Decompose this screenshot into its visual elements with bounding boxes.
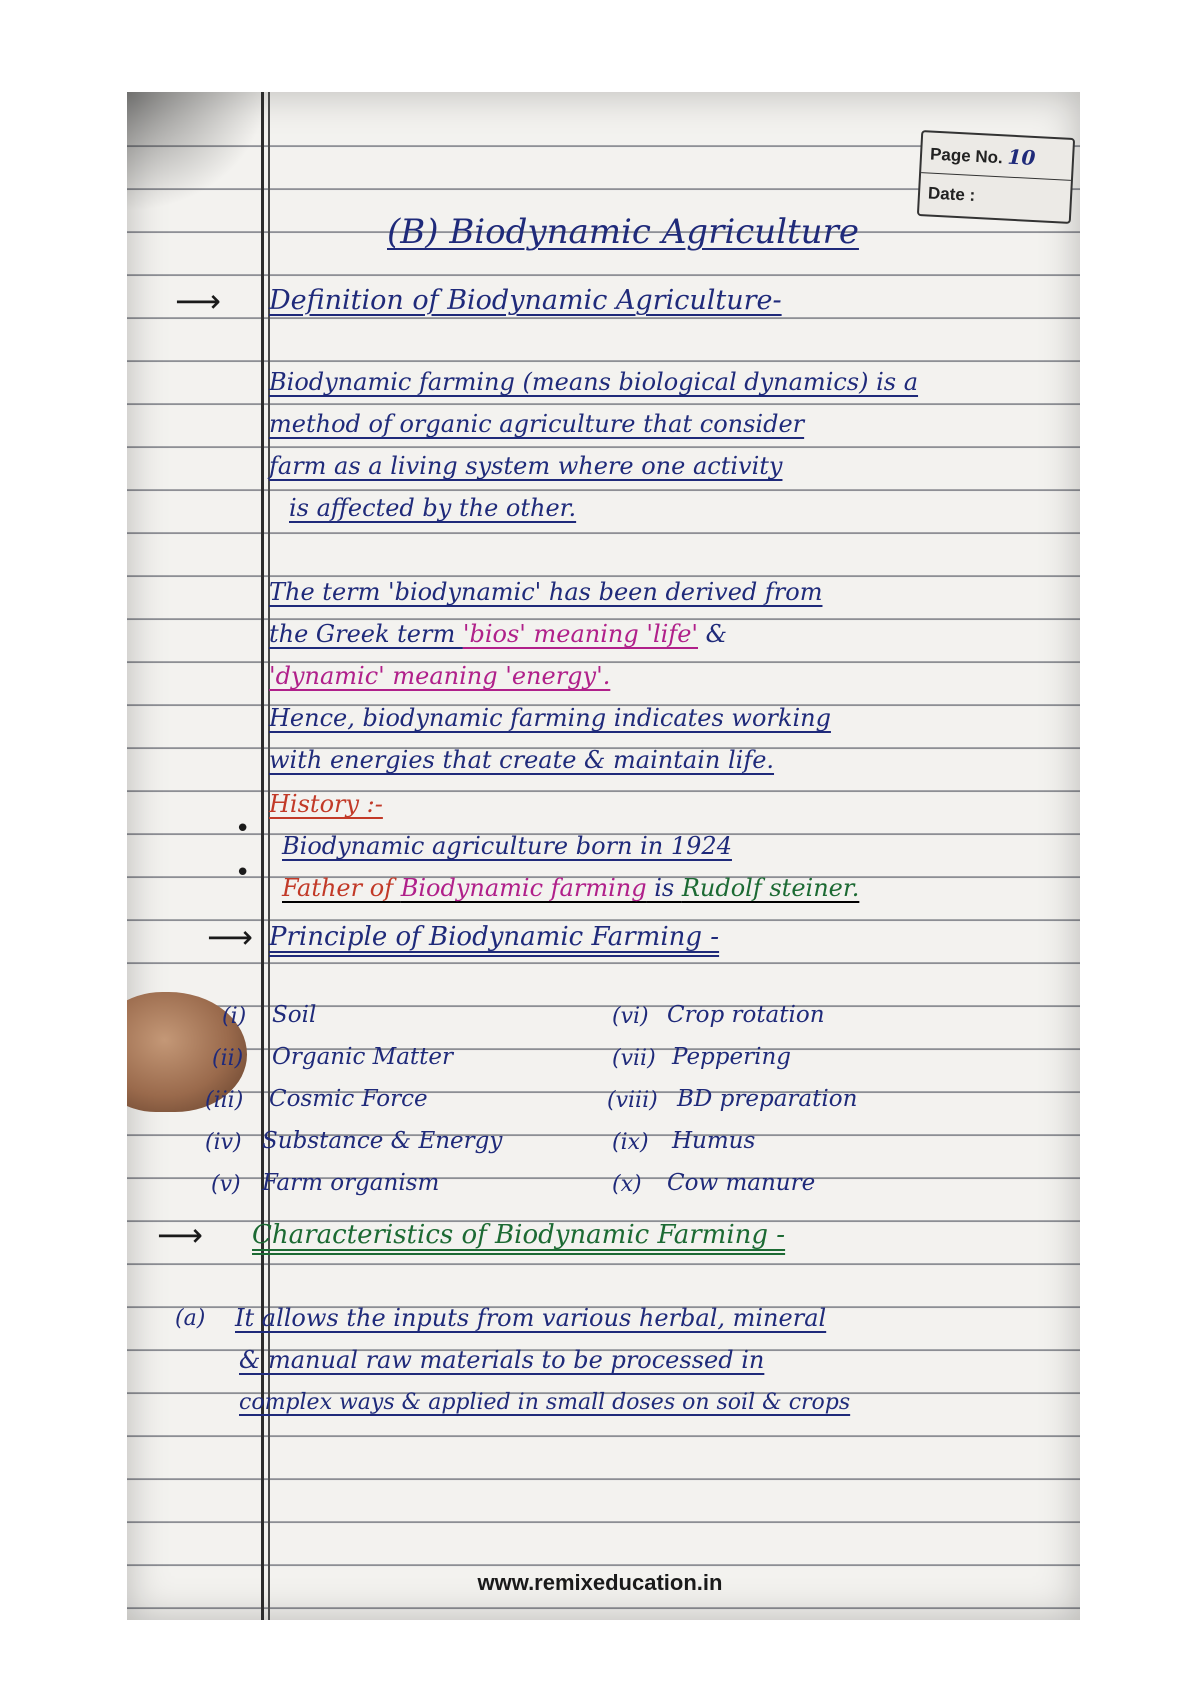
principle-5: Farm organism	[262, 1170, 440, 1196]
date-row	[919, 173, 1071, 221]
principle-7: Peppering	[672, 1044, 791, 1070]
definition-line-1: Biodynamic farming (means biological dynamics) is a	[269, 368, 919, 396]
principle-2: Organic Matter	[272, 1044, 454, 1070]
watermark: www.remixeducation.in	[477, 1570, 723, 1595]
principle-6: Crop rotation	[667, 1002, 825, 1028]
characteristic-num-a: (a)	[175, 1306, 206, 1331]
definition-line-2: method of organic agriculture that consider	[269, 410, 805, 438]
principle-9: Humus	[672, 1128, 756, 1154]
definition-heading: Definition of Biodynamic Agriculture-	[269, 285, 782, 316]
principle-10: Cow manure	[667, 1170, 816, 1196]
principle-1: Soil	[272, 1002, 317, 1028]
characteristics-heading: Characteristics of Biodynamic Farming -	[252, 1220, 786, 1250]
date-label: Date :	[927, 183, 976, 205]
arrow-icon: ⟶	[157, 1216, 203, 1254]
principle-num-9: (ix)	[612, 1130, 649, 1155]
characteristic-line-3: complex ways & applied in small doses on soil & crops	[239, 1390, 851, 1415]
history-item-2d: Rudolf steiner.	[681, 874, 860, 902]
page-number-box	[917, 130, 1075, 224]
principle-num-1: (i)	[222, 1004, 247, 1029]
characteristic-line-2: & manual raw materials to be processed in	[239, 1346, 765, 1374]
history-item-2c: is	[646, 874, 682, 902]
definition-line-4: is affected by the other.	[289, 494, 577, 522]
term-line-2b: 'bios' meaning 'life'	[462, 620, 698, 648]
bullet-icon: •	[235, 814, 251, 844]
term-line-2c: &	[698, 620, 727, 648]
definition-line-3: farm as a living system where one activity	[269, 452, 783, 480]
principle-num-7: (vii)	[612, 1046, 656, 1071]
term-line-5: with energies that create & maintain life.	[269, 746, 775, 774]
page-title: (B) Biodynamic Agriculture	[387, 212, 859, 252]
term-line-2	[269, 620, 727, 648]
principle-num-10: (x)	[612, 1172, 642, 1197]
history-item-2a: Father of	[282, 874, 401, 902]
history-item-2	[282, 874, 859, 902]
page-no-value: 10	[1006, 144, 1037, 171]
history-item-2b: Biodynamic farming	[400, 874, 647, 902]
notebook-page	[127, 92, 1080, 1620]
characteristic-line-1: It allows the inputs from various herbal, mineral	[235, 1304, 827, 1332]
term-line-3: 'dynamic' meaning 'energy'.	[269, 662, 611, 690]
arrow-icon: ⟶	[207, 918, 253, 956]
term-line-1: The term 'biodynamic' has been derived from	[269, 578, 823, 606]
bullet-icon: •	[235, 858, 251, 888]
shadow-corner	[127, 92, 267, 212]
principle-4: Substance & Energy	[262, 1128, 503, 1154]
principle-num-6: (vi)	[612, 1004, 649, 1029]
term-line-4: Hence, biodynamic farming indicates working	[269, 704, 831, 732]
principle-3: Cosmic Force	[269, 1086, 428, 1112]
history-heading: History :-	[269, 790, 383, 818]
principle-num-3: (iii)	[205, 1088, 244, 1113]
principles-heading: Principle of Biodynamic Farming -	[269, 922, 720, 952]
principle-num-4: (iv)	[205, 1130, 242, 1155]
principle-num-2: (ii)	[212, 1046, 244, 1071]
history-item-1: Biodynamic agriculture born in 1924	[282, 832, 732, 860]
principle-num-5: (v)	[211, 1172, 241, 1197]
principle-num-8: (viii)	[607, 1088, 658, 1113]
arrow-icon: ⟶	[175, 282, 221, 320]
page-no-label: Page No.	[929, 144, 1004, 168]
term-line-2a: the Greek term	[269, 620, 463, 648]
principle-8: BD preparation	[677, 1086, 858, 1112]
